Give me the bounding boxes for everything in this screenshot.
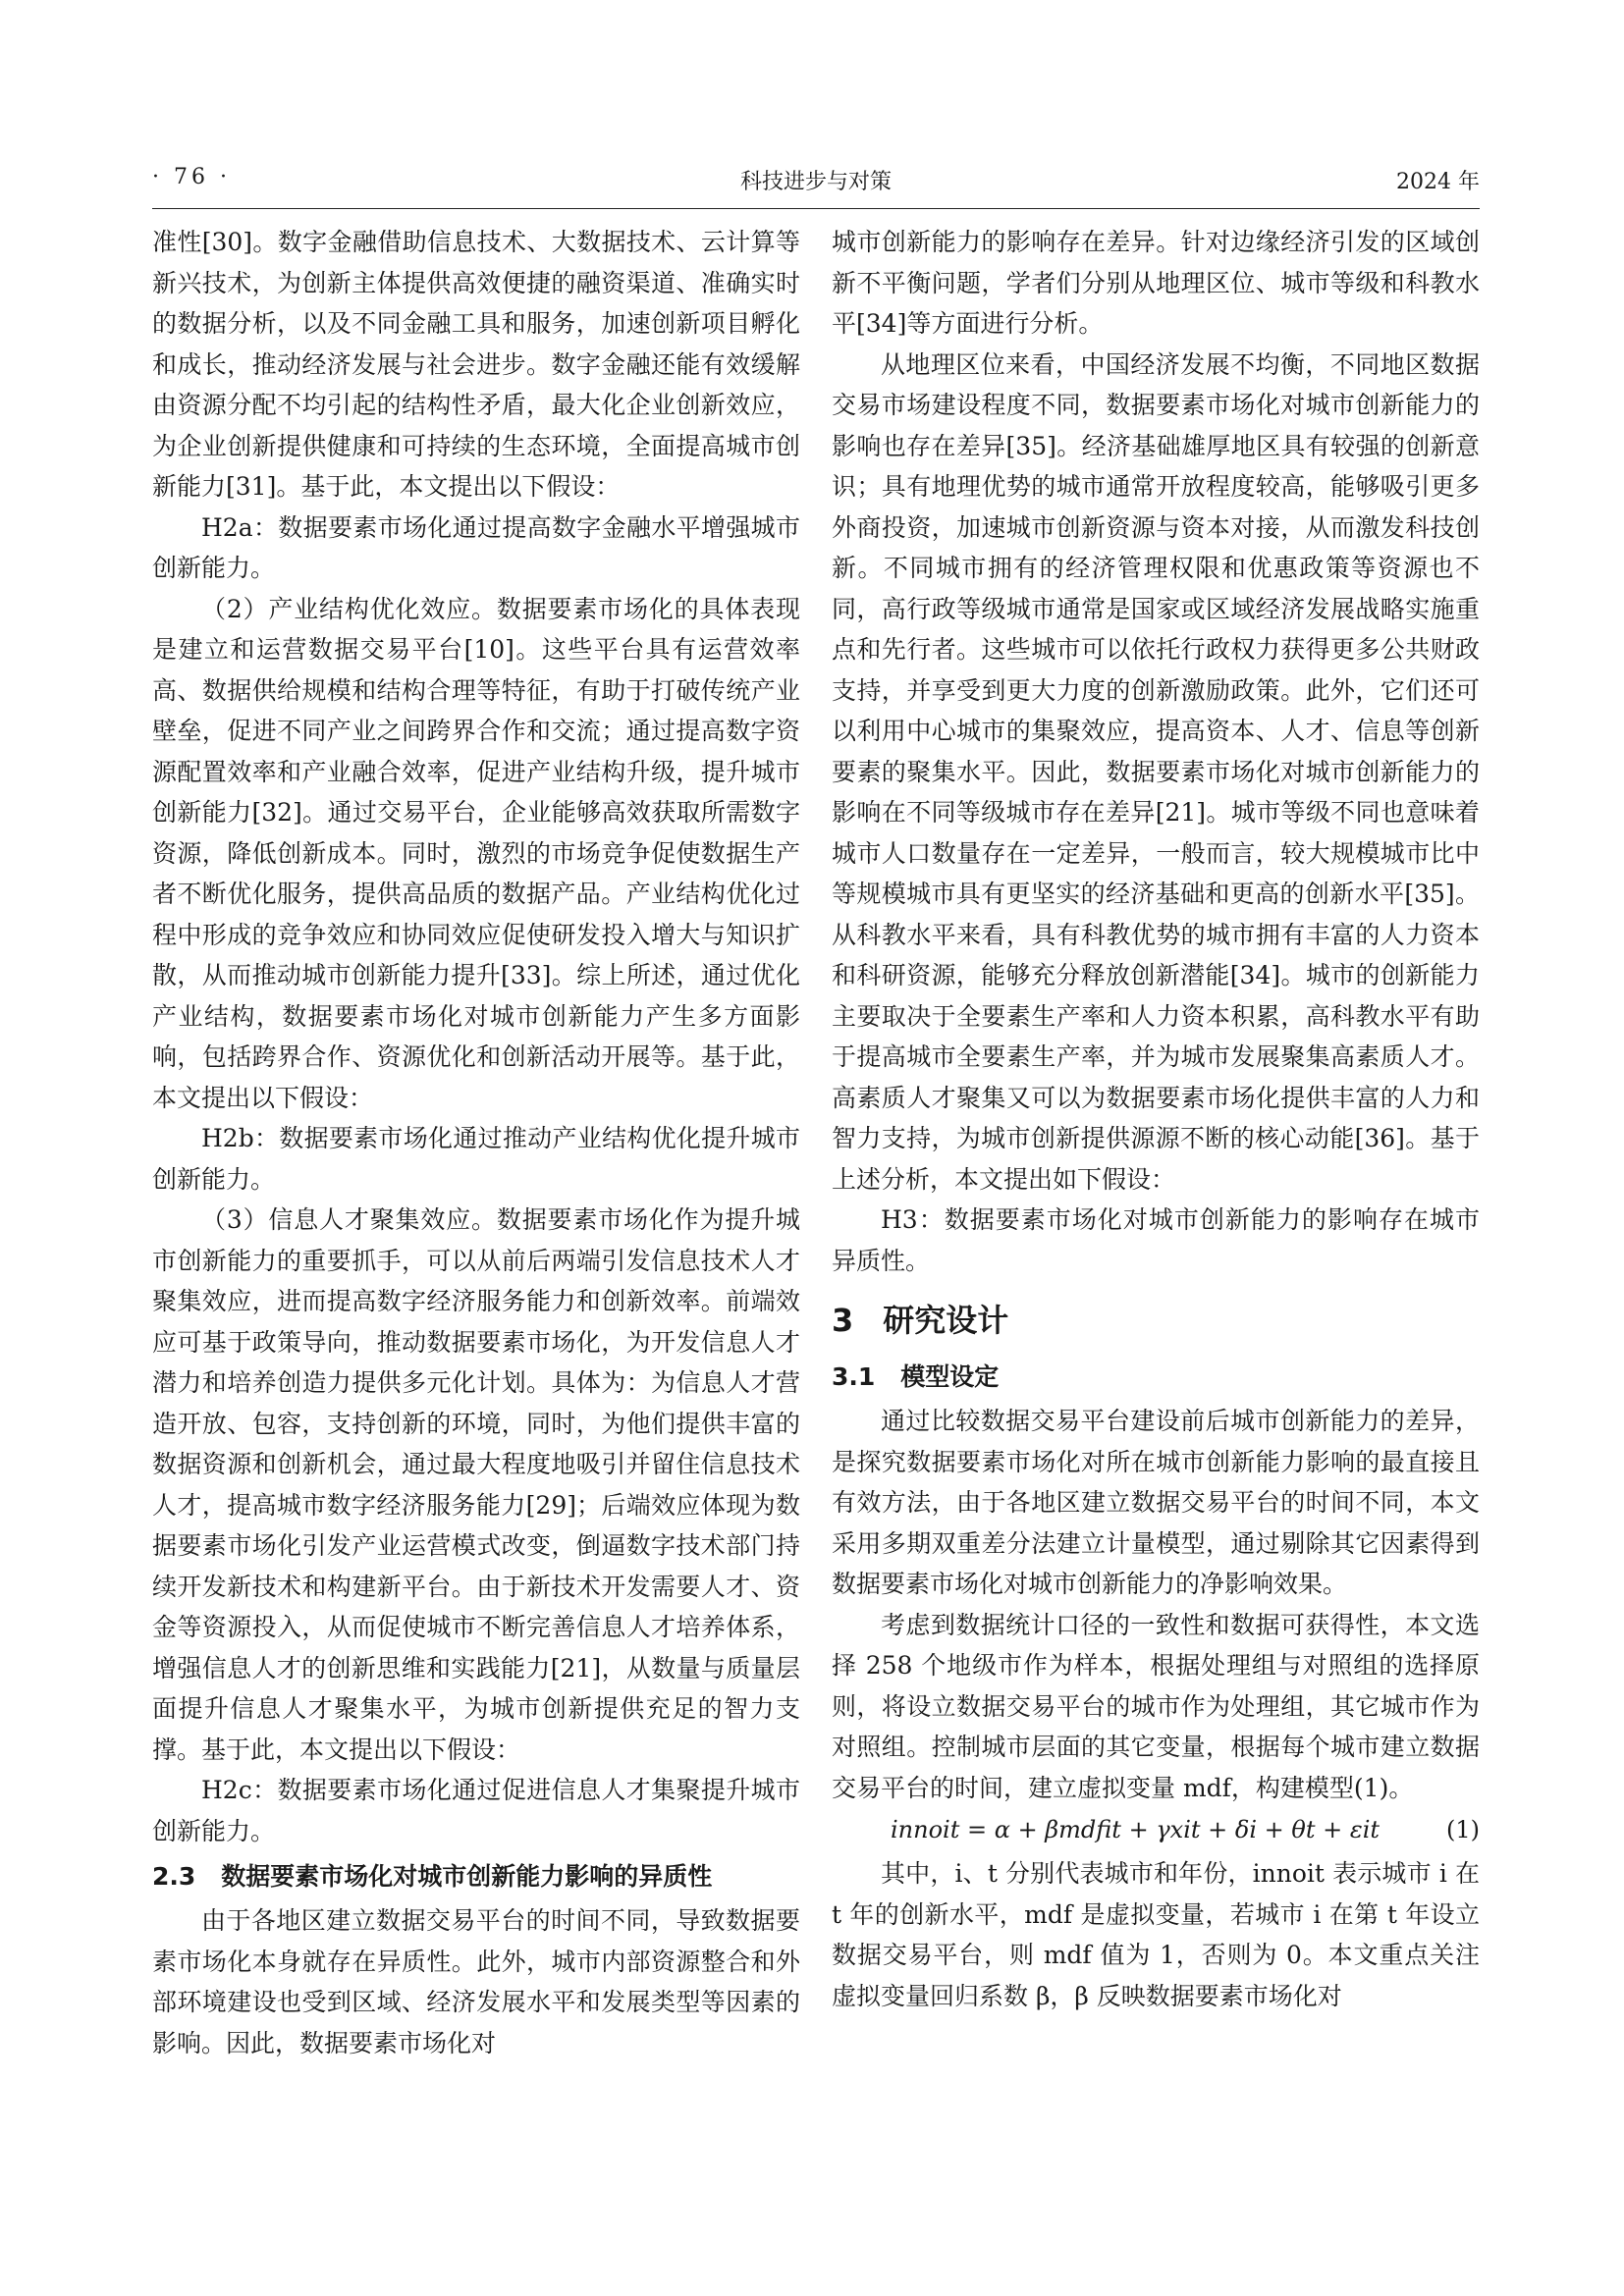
equation-text: innoit = α + βmdfit + γxit + δi + θt + εit [891, 1816, 1380, 1843]
paragraph: 考虑到数据统计口径的一致性和数据可获得性，本文选择 258 个地级市作为样本，根据处理组与对照组的选择原则，将设立数据交易平台的城市作为处理组，其它城市作为对照组。控制城市层面的其它变量，根据每个城市建立数据交易平台的时间，建立虚拟变量 mdf，构建模型(1)。 [832, 1610, 1480, 1802]
section-heading [832, 1299, 1480, 1342]
paragraph: 其中，i、t 分别代表城市和年份，innoit 表示城市 i 在 t 年的创新水平，mdf 是虚拟变量，若城市 i 在第 t 年设立数据交易平台，则 mdf 值为 1，否则为 0。本文重点关注虚拟变量回归系数 β，β 反映数据要素市场化对 [832, 1859, 1480, 2010]
paragraph: H2a：数据要素市场化通过提高数字金融水平增强城市创新能力。 [152, 512, 800, 582]
left-column [152, 222, 800, 2063]
paragraph: 从地理区位来看，中国经济发展不均衡，不同地区数据交易市场建设程度不同，数据要素市场化对城市创新能力的影响也存在差异[35]。经济基础雄厚地区具有较强的创新意识；具有地理优势的城市通常开放程度较高，能够吸引更多外商投资，加速城市创新资源与资本对接，从而激发科技创新。不同城市拥有的经济管理权限和优惠政策等资源也不同，高行政等级城市通常是国家或区域经济发展战略实施重点和先行者。这些城市可以依托行政权力获得更多公共财政支持，并享受到更大力度的创新激励政策。此外，它们还可以利用中心城市的集聚效应，提高资本、人才、信息等创新要素的聚集水平。因此，数据要素市场化对城市创新能力的影响在不同等级城市存在差异[21]。城市等级不同也意味着城市人口数量存在一定差异，一般而言，较大规模城市比中等规模城市具有更坚实的经济基础和更高的创新水平[35]。从科教水平来看，具有科教优势的城市拥有丰富的人力资本和科研资源，能够充分释放创新潜能[34]。城市的创新能力主要取决于全要素生产率和人力资本积累，高科教水平有助于提高城市全要素生产率，并为城市发展聚集高素质人才。高素质人才聚集又可以为数据要素市场化提供丰富的人力和智力支持，为城市创新提供源源不断的核心动能[36]。基于上述分析，本文提出如下假设： [832, 349, 1480, 1194]
paragraph: 通过比较数据交易平台建设前后城市创新能力的差异，是探究数据要素市场化对所在城市创新能力影响的最直接且有效方法，由于各地区建立数据交易平台的时间不同，本文采用多期双重差分法建立计量模型，通过剔除其它因素得到数据要素市场化对城市创新能力的净影响效果。 [832, 1407, 1480, 1598]
heading-number: 3.1 [832, 1362, 876, 1391]
right-column [832, 222, 1480, 2016]
paragraph: 由于各地区建立数据交易平台的时间不同，导致数据要素市场化本身就存在异质性。此外，城市内部资源整合和外部环境建设也受到区域、经济发展水平和发展类型等因素的影响。因此，数据要素市场化对 [152, 1906, 800, 2057]
publication-year: 2024 年 [1396, 170, 1480, 194]
header-rule [152, 208, 1480, 209]
running-header [152, 165, 1480, 204]
paragraph: H2c：数据要素市场化通过促进信息人才集聚提升城市创新能力。 [152, 1776, 800, 1845]
journal-title: 科技进步与对策 [739, 170, 892, 194]
paragraph: H3：数据要素市场化对城市创新能力的影响存在城市异质性。 [832, 1205, 1480, 1275]
paragraph: H2b：数据要素市场化通过推动产业结构优化提升城市创新能力。 [152, 1124, 800, 1194]
page-number: · 76 · [152, 165, 231, 189]
heading-text: 数据要素市场化对城市创新能力影响的异质性 [221, 1862, 713, 1891]
subsection-heading [152, 1857, 800, 1896]
equation-number: (1) [1446, 1816, 1480, 1843]
heading-text: 研究设计 [883, 1302, 1009, 1339]
paragraph: （3）信息人才聚集效应。数据要素市场化作为提升城市创新能力的重要抓手，可以从前后两端引发信息技术人才聚集效应，进而提高数字经济服务能力和创新效率。前端效应可基于政策导向，推动数据要素市场化，为开发信息人才潜力和培养创造力提供多元化计划。具体为：为信息人才营造开放、包容，支持创新的环境，同时，为他们提供丰富的数据资源和创新机会，通过最大程度地吸引并留住信息技术人才，提高城市数字经济服务能力[29]；后端效应体现为数据要素市场化引发产业运营模式改变，倒逼数字技术部门持续开发新技术和构建新平台。由于新技术开发需要人才、资金等资源投入，从而促使城市不断完善信息人才培养体系，增强信息人才的创新思维和实践能力[21]，从数量与质量层面提升信息人才聚集水平，为城市创新提供充足的智力支撑。基于此，本文提出以下假设： [152, 1205, 800, 1764]
paragraph: 城市创新能力的影响存在差异。针对边缘经济引发的区域创新不平衡问题，学者们分别从地理区位、城市等级和科教水平[34]等方面进行分析。 [832, 228, 1480, 338]
model-equation [832, 1810, 1480, 1851]
subsection-heading [832, 1358, 1480, 1397]
heading-text: 模型设定 [900, 1362, 1000, 1391]
paragraph: （2）产业结构优化效应。数据要素市场化的具体表现是建立和运营数据交易平台[10]。这些平台具有运营效率高、数据供给规模和结构合理等特征，有助于打破传统产业壁垒，促进不同产业之间跨界合作和交流；通过提高数字资源配置效率和产业融合效率，促进产业结构升级，提升城市创新能力[32]。通过交易平台，企业能够高效获取所需数字资源，降低创新成本。同时，激烈的市场竞争促使数据生产者不断优化服务，提供高品质的数据产品。产业结构优化过程中形成的竞争效应和协同效应促使研发投入增大与知识扩散，从而推动城市创新能力提升[33]。综上所述，通过优化产业结构，数据要素市场化对城市创新能力产生多方面影响，包括跨界合作、资源优化和创新活动开展等。基于此，本文提出以下假设： [152, 594, 800, 1112]
heading-number: 3 [832, 1302, 854, 1339]
paragraph: 准性[30]。数字金融借助信息技术、大数据技术、云计算等新兴技术，为创新主体提供高效便捷的融资渠道、准确实时的数据分析，以及不同金融工具和服务，加速创新项目孵化和成长，推动经济发展与社会进步。数字金融还能有效缓解由资源分配不均引起的结构性矛盾，最大化企业创新效应，为企业创新提供健康和可持续的生态环境，全面提高城市创新能力[31]。基于此，本文提出以下假设： [152, 228, 800, 501]
heading-number: 2.3 [152, 1862, 196, 1891]
